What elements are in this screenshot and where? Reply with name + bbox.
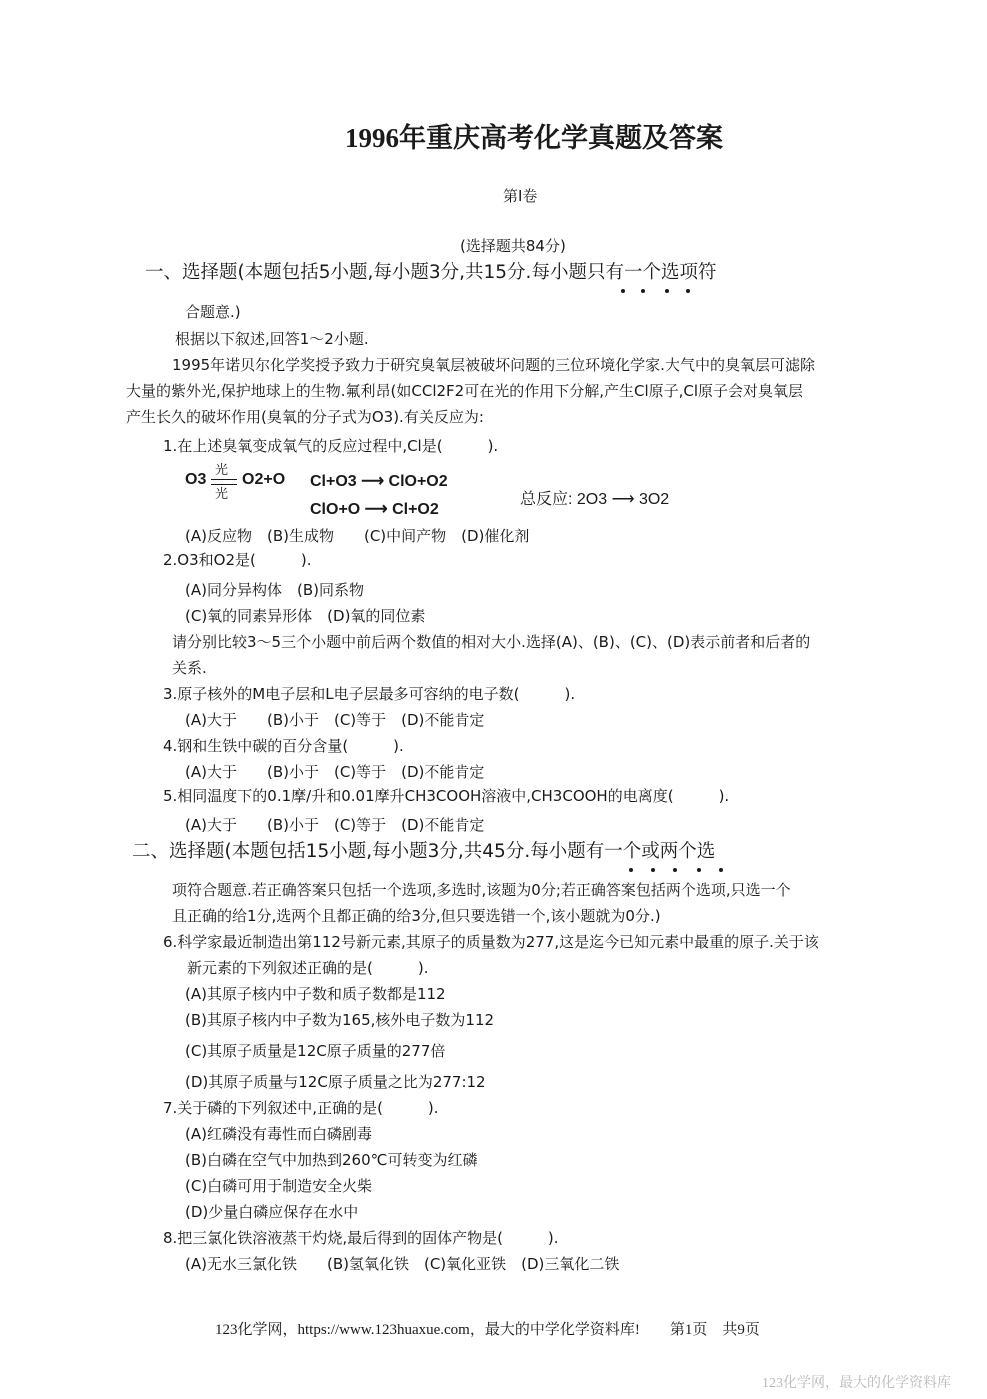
question-7-option-d: (D)少量白磷应保存在水中	[185, 1203, 359, 1221]
page-title: 1996年重庆高考化学真题及答案	[345, 123, 723, 153]
volume-label: 第I卷	[503, 187, 538, 205]
reaction-2: Cl+O3 ⟶ ClO+O2	[310, 473, 448, 490]
question-6-option-b: (B)其原子核内中子数为165,核外电子数为112	[185, 1011, 495, 1029]
emphasis-dot	[621, 289, 625, 293]
emphasis-dot	[629, 868, 633, 872]
question-6-option-d: (D)其原子质量与12C原子质量之比为277:12	[185, 1073, 486, 1091]
question-6-option-a: (A)其原子核内中子数和质子数都是112	[185, 985, 446, 1003]
question-2-options: (C)氧的同素异形体 (D)氧的同位素	[185, 607, 426, 625]
passage-line: 大量的紫外光,保护地球上的生物.氟利昂(如CCl2F2可在光的作用下分解,产生Cl原子,Cl原子会对臭氧层	[126, 382, 804, 400]
question-4: 4.钢和生铁中碳的百分含量( ).	[163, 737, 404, 755]
question-8-options: (A)无水三氯化铁 (B)氢氧化铁 (C)氧化亚铁 (D)三氧化二铁	[185, 1255, 620, 1273]
part2-heading: 二、选择题(本题包括15小题,每小题3分,共45分.每小题有一个或两个选	[132, 841, 716, 862]
question-8: 8.把三氯化铁溶液蒸干灼烧,最后得到的固体产物是( ).	[163, 1229, 559, 1247]
question-5: 5.相同温度下的0.1摩/升和0.01摩升CH3COOH溶液中,CH3COOH的电离度( ).	[163, 787, 730, 805]
light-label-top: 光	[215, 463, 229, 478]
part1-heading-cont: 合题意.)	[185, 303, 241, 321]
question-7-option-a: (A)红磷没有毒性而白磷剧毒	[185, 1125, 372, 1143]
question-6-option-c: (C)其原子质量是12C原子质量的277倍	[185, 1042, 446, 1060]
passage-line: 产生长久的破坏作用(臭氧的分子式为O3).有关反应为:	[126, 408, 484, 426]
light-label-bottom: 光	[215, 487, 229, 502]
question-2-options: (A)同分异构体 (B)同系物	[185, 581, 364, 599]
overall-reaction: 总反应: 2O3 ⟶ 3O2	[520, 491, 670, 508]
reaction-3: ClO+O ⟶ Cl+O2	[310, 501, 439, 518]
emphasis-dot	[686, 289, 690, 293]
compare-instruction: 关系.	[172, 659, 207, 677]
watermark-text: 123化学网，最大的化学资料库	[762, 1376, 951, 1391]
question-1-options: (A)反应物 (B)生成物 (C)中间产物 (D)催化剂	[185, 527, 530, 545]
emphasis-dot	[719, 868, 723, 872]
question-5-options: (A)大于 (B)小于 (C)等于 (D)不能肯定	[185, 816, 485, 834]
question-4-options: (A)大于 (B)小于 (C)等于 (D)不能肯定	[185, 763, 485, 781]
page-footer: 123化学网，https://www.123huaxue.com，最大的中学化学资料库! 第1页 共9页	[215, 1322, 760, 1338]
section-note: (选择题共84分)	[460, 237, 566, 255]
question-1: 1.在上述臭氧变成氧气的反应过程中,Cl是( ).	[163, 437, 499, 455]
question-7: 7.关于磷的下列叙述中,正确的是( ).	[163, 1099, 439, 1117]
question-7-option-b: (B)白磷在空气中加热到260℃可转变为红磷	[185, 1151, 478, 1169]
compare-instruction: 请分别比较3～5三个小题中前后两个数值的相对大小.选择(A)、(B)、(C)、(D)表示前者和后者的	[172, 633, 811, 651]
part2-description: 项符合题意.若正确答案只包括一个选项,多选时,该题为0分;若正确答案包括两个选项,只选一个	[172, 881, 791, 899]
passage-line: 1995年诺贝尔化学奖授予致力于研究臭氧层被破坏问题的三位环境化学家.大气中的臭氧层可滤除	[172, 356, 815, 374]
question-7-option-c: (C)白磷可用于制造安全火柴	[185, 1177, 373, 1195]
question-3: 3.原子核外的M电子层和L电子层最多可容纳的电子数( ).	[163, 685, 576, 703]
emphasis-dot	[641, 289, 645, 293]
part1-heading: 一、选择题(本题包括5小题,每小题3分,共15分.每小题只有一个选项符	[145, 262, 717, 283]
emphasis-dot	[673, 868, 677, 872]
products-formula: O2+O	[242, 471, 286, 488]
reaction-1	[185, 461, 305, 501]
emphasis-dot	[697, 868, 701, 872]
intro-text: 根据以下叙述,回答1～2小题.	[175, 330, 369, 348]
emphasis-dot	[665, 289, 669, 293]
ozone-formula: O3	[185, 471, 207, 488]
emphasis-dot	[651, 868, 655, 872]
question-2: 2.O3和O2是( ).	[163, 551, 312, 569]
part2-description: 且正确的给1分,选两个且都正确的给3分,但只要选错一个,该小题就为0分.)	[172, 907, 661, 925]
question-6: 6.科学家最近制造出第112号新元素,其原子的质量数为277,这是迄今已知元素中最重的原子.关于该	[163, 933, 819, 951]
question-6: 新元素的下列叙述正确的是( ).	[187, 959, 429, 977]
question-3-options: (A)大于 (B)小于 (C)等于 (D)不能肯定	[185, 711, 485, 729]
